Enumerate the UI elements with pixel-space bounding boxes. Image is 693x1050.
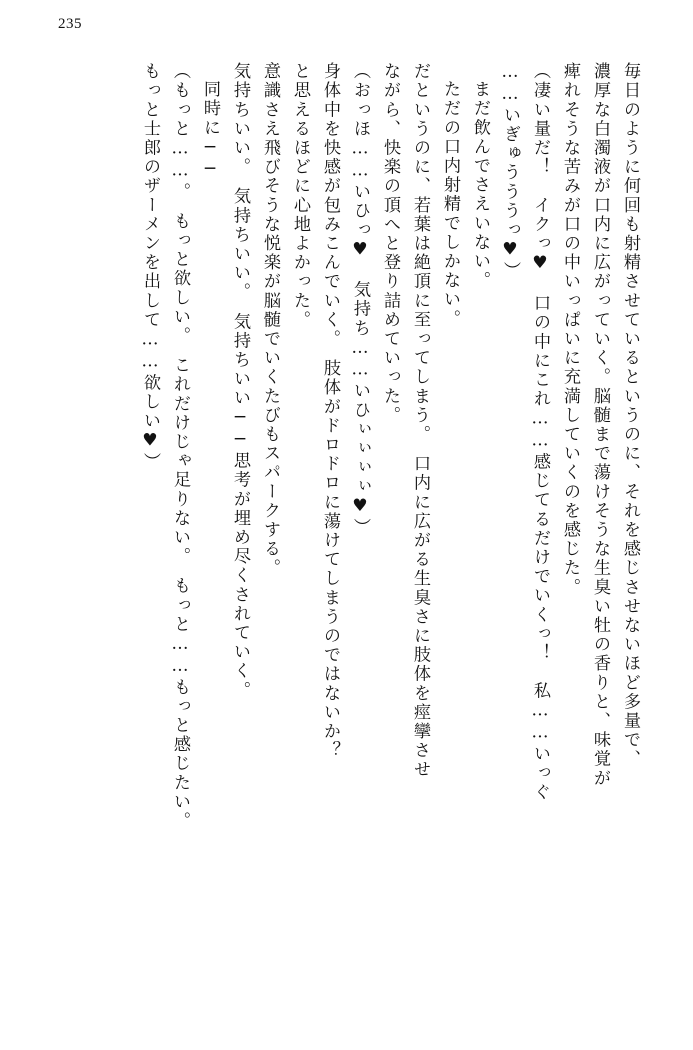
text-line: （おっほ……いひっ♥ 気持ち……いひぃぃぃぃ♥） [350, 62, 370, 538]
text-line: ながら、快楽の頂へと登り詰めていった。 [380, 62, 400, 425]
text-line: 身体中を快感が包みこんでいく。 肢体がドロドロに蕩けてしまうのではないか？ [320, 62, 340, 761]
text-line: ただの口内射精でしかない。 [440, 80, 460, 329]
vertical-text-body [40, 62, 645, 1014]
text-line: 同時に── [200, 80, 220, 182]
text-line: だというのに、若葉は絶頂に至ってしまう。 口内に広がる生臭さに肢体を痙攣させ [410, 62, 430, 780]
text-line: 濃厚な白濁液が口内に広がっていく。脳髄まで蕩けそうな生臭い牡の香りと、味覚が [590, 62, 610, 788]
text-line: 痺れそうな苦みが口の中いっぱいに充満していくのを感じた。 [560, 62, 580, 597]
text-line: もっと士郎のザーメンを出して……欲しい♥） [140, 62, 160, 472]
page-number: 235 [58, 16, 82, 32]
text-line: （もっと……。 もっと欲しい。 これだけじゃ足りない。 もっと……もっと感じたい。 [170, 62, 190, 831]
text-line: 気持ちいい。 気持ちいい。 気持ちいい──思考が埋め尽くされていく。 [230, 62, 250, 700]
text-line: と思えるほどに心地よかった。 [290, 62, 310, 330]
text-line: ……いぎゅうううっ♥） [500, 62, 520, 281]
text-line: 意識さえ飛びそうな悦楽が脳髄でいくたびもスパークする。 [260, 62, 280, 578]
text-line: 毎日のように何回も射精させているというのに、それを感じさせないほど多量で、 [620, 62, 640, 769]
text-line: （凄い量だ！ イクっ♥ 口の中にこれ……感じてるだけでいくっ！ 私……いっぐ [530, 62, 550, 802]
text-line: まだ飲んでさえいない。 [470, 80, 490, 291]
